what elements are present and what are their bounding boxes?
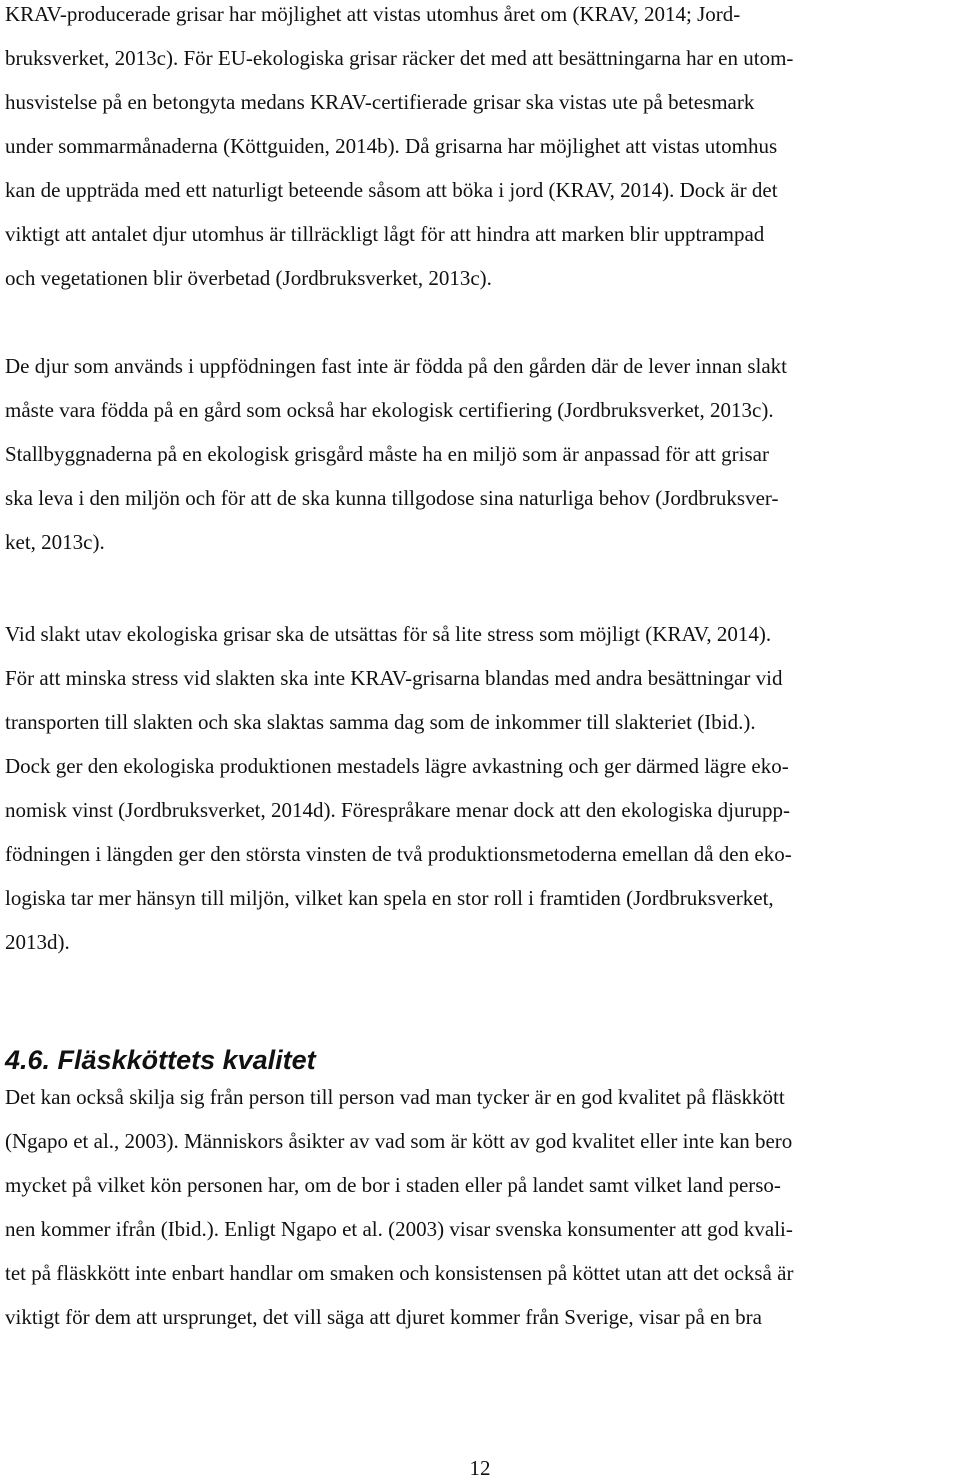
paragraph-4-line: (Ngapo et al., 2003). Människors åsikter av vad som är kött av god kvalitet eller inte kan bero	[5, 1129, 793, 1153]
paragraph-1-line: husvistelse på en betongyta medans KRAV-certifierade grisar ska vistas ute på betesmark	[5, 90, 755, 114]
paragraph-1-line: bruksverket, 2013c). För EU-ekologiska grisar räcker det med att besättningarna har en utom-	[5, 46, 794, 70]
paragraph-4-line: Det kan också skilja sig från person till person vad man tycker är en god kvalitet på fläskkött	[5, 1085, 785, 1109]
paragraph-2-line: Stallbyggnaderna på en ekologisk grisgård måste ha en miljö som är anpassad för att grisar	[5, 442, 769, 466]
paragraph-3-line: transporten till slakten och ska slaktas samma dag som de inkommer till slakteriet (Ibid.).	[5, 710, 756, 734]
paragraph-3-line: 2013d).	[5, 930, 70, 954]
paragraph-1-line: under sommarmånaderna (Köttguiden, 2014b). Då grisarna har möjlighet att vistas utomhus	[5, 134, 778, 158]
paragraph-1-line: viktigt att antalet djur utomhus är tillräckligt lågt för att hindra att marken blir upptrampad	[5, 222, 765, 246]
paragraph-1-line: och vegetationen blir överbetad (Jordbruksverket, 2013c).	[5, 266, 492, 290]
paragraph-2-line: måste vara födda på en gård som också har ekologisk certifiering (Jordbruksverket, 2013c).	[5, 398, 774, 422]
paragraph-2-line: ket, 2013c).	[5, 530, 105, 554]
paragraph-3-line: Vid slakt utav ekologiska grisar ska de utsättas för så lite stress som möjligt (KRAV, 2014).	[5, 622, 772, 646]
paragraph-2-line: De djur som används i uppfödningen fast inte är födda på den gården där de lever innan slakt	[5, 354, 788, 378]
paragraph-4-line: viktigt för dem att ursprunget, det vill säga att djuret kommer från Sverige, visar på en bra	[5, 1305, 762, 1329]
paragraph-4-line: nen kommer ifrån (Ibid.). Enligt Ngapo et al. (2003) visar svenska konsumenter att god kvali-	[5, 1217, 793, 1241]
section-heading: 4.6. Fläskköttets kvalitet	[5, 1045, 316, 1075]
paragraph-3-line: logiska tar mer hänsyn till miljön, vilket kan spela en stor roll i framtiden (Jordbruksverket,	[5, 886, 774, 910]
page-number: 12	[469, 1456, 491, 1480]
paragraph-3-line: Dock ger den ekologiska produktionen mestadels lägre avkastning och ger därmed lägre eko-	[5, 754, 789, 778]
paragraph-2-line: ska leva i den miljön och för att de ska kunna tillgodose sina naturliga behov (Jordbruksver-	[5, 486, 779, 510]
paragraph-3-line: För att minska stress vid slakten ska inte KRAV-grisarna blandas med andra besättningar vid	[5, 666, 783, 690]
paragraph-3-line: nomisk vinst (Jordbruksverket, 2014d). Förespråkare menar dock att den ekologiska djurupp-	[5, 798, 790, 822]
paragraph-4-line: mycket på vilket kön personen har, om de bor i staden eller på landet samt vilket land perso-	[5, 1173, 781, 1197]
paragraph-3-line: födningen i längden ger den största vinsten de två produktionsmetoderna emellan då den eko-	[5, 842, 792, 866]
paragraph-1-line: KRAV-producerade grisar har möjlighet att vistas utomhus året om (KRAV, 2014; Jord-	[5, 2, 741, 26]
paragraph-4-line: tet på fläskkött inte enbart handlar om smaken och konsistensen på köttet utan att det också är	[5, 1261, 794, 1285]
paragraph-1-line: kan de uppträda med ett naturligt beteende såsom att böka i jord (KRAV, 2014). Dock är det	[5, 178, 778, 202]
